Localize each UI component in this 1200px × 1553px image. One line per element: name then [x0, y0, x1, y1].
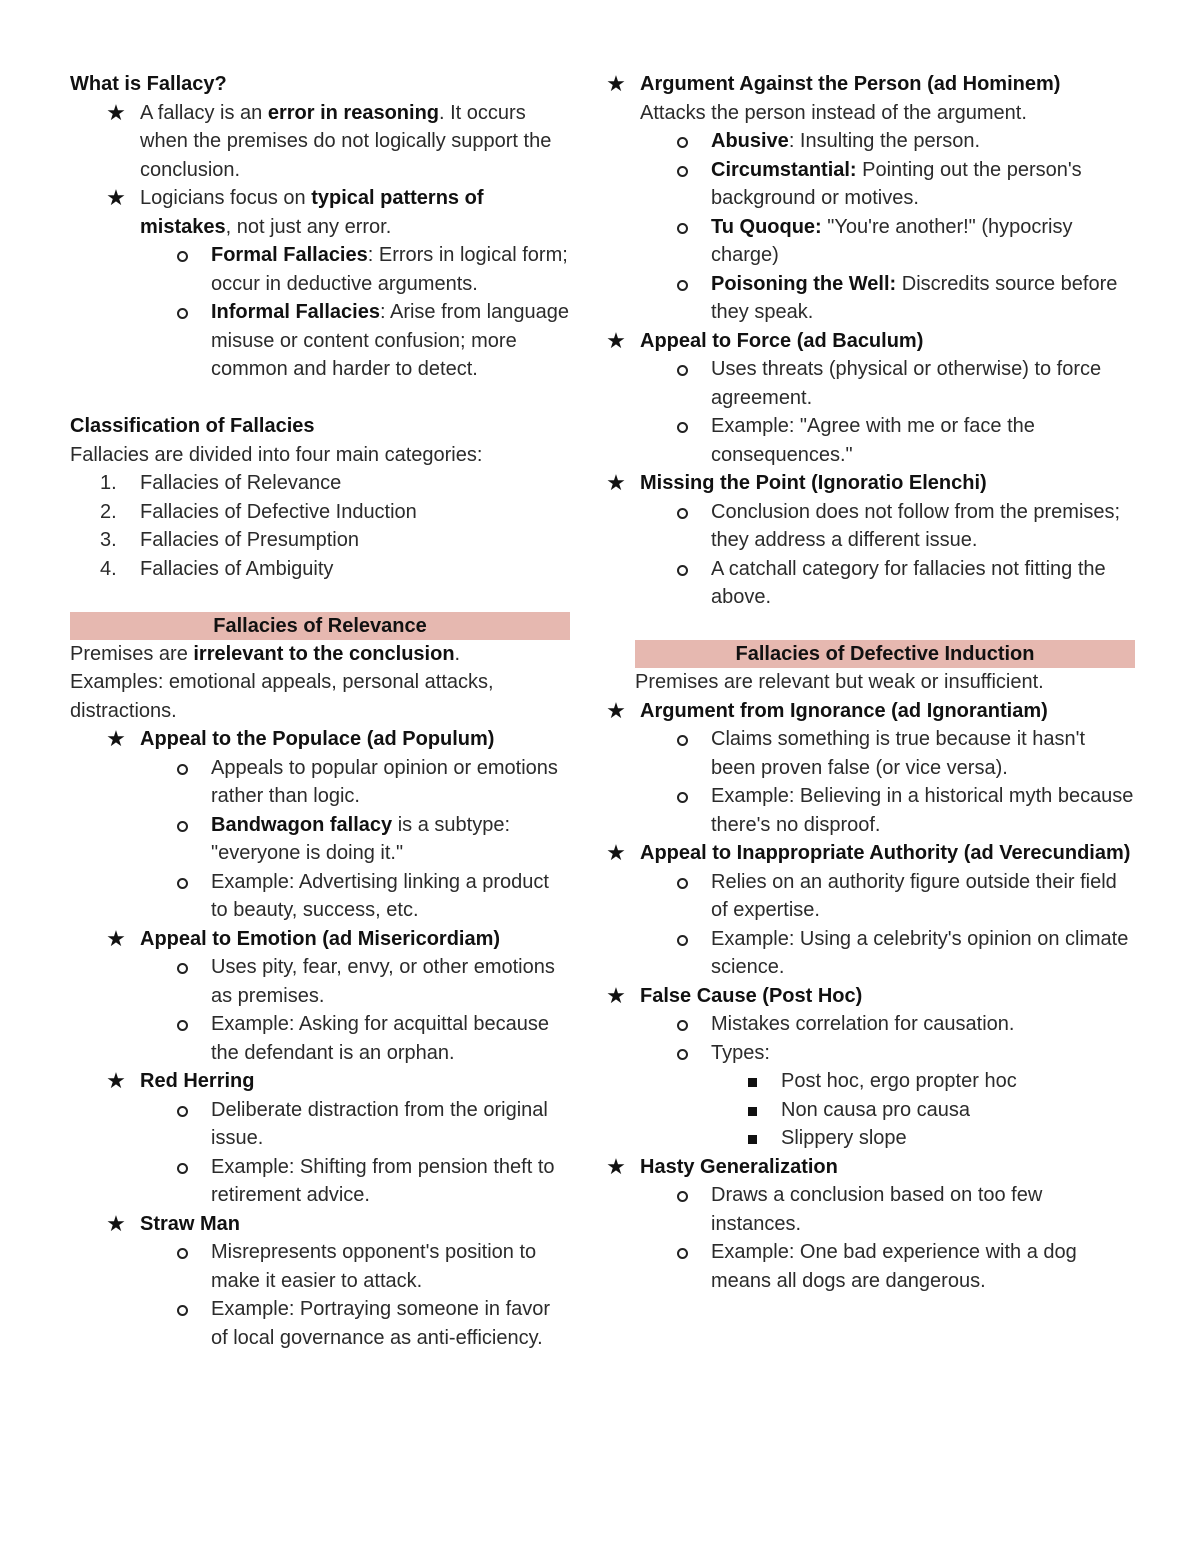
circle-bullet-icon [670, 127, 694, 157]
list-item: Mistakes correlation for causation. [570, 1010, 1135, 1039]
classification-heading: Classification of Fallacies [70, 415, 315, 437]
list-item: Misrepresents opponent's position to make it easier to attack. [70, 1238, 570, 1295]
list-item: Example: Advertising linking a product to beauty, success, etc. [70, 868, 570, 925]
star-bullet-icon: ★ [106, 925, 126, 951]
red-herring-title: ★ Red Herring [70, 1067, 570, 1096]
list-item: Circumstantial: Pointing out the person's background or motives. [570, 156, 1135, 213]
circle-bullet-icon [670, 725, 694, 755]
circle-bullet-icon [670, 213, 694, 243]
list-item: Example: "Agree with me or face the consequences." [570, 412, 1135, 469]
hasty-generalization-title: ★ Hasty Generalization [570, 1153, 1135, 1182]
relevance-examples: Examples: emotional appeals, personal attacks, distractions. [70, 671, 494, 722]
circle-bullet-icon [670, 1181, 694, 1211]
star-bullet-icon: ★ [106, 726, 126, 751]
list-item: Poisoning the Well: Discredits source before they speak. [570, 270, 1135, 327]
star-bullet-icon: ★ [606, 697, 626, 723]
list-item: Relies on an authority figure outside their field of expertise. [570, 868, 1135, 925]
star-bullet-icon: ★ [606, 982, 626, 1008]
circle-bullet-icon [670, 555, 694, 585]
ad-misericordiam-title: ★ Appeal to Emotion (ad Misericordiam) [70, 925, 570, 954]
star-bullet-icon: ★ [106, 185, 126, 210]
ad-verecundiam-title: ★ Appeal to Inappropriate Authority (ad Verecundiam) [570, 839, 1135, 868]
list-item: Uses pity, fear, envy, or other emotions as premises. [70, 953, 570, 1010]
circle-bullet-icon [170, 953, 194, 983]
list-item: Appeals to popular opinion or emotions rather than logic. [70, 754, 570, 811]
list-item: Draws a conclusion based on too few instances. [570, 1181, 1135, 1238]
defective-induction-intro: Premises are relevant but weak or insufficient. [635, 671, 1044, 693]
circle-bullet-icon [670, 355, 694, 385]
circle-bullet-icon [170, 298, 194, 328]
star-bullet-icon: ★ [606, 470, 626, 495]
star-bullet-icon: ★ [606, 1153, 626, 1179]
list-item: Post hoc, ergo propter hoc [570, 1067, 1135, 1096]
list-item: Example: Believing in a historical myth because there's no disproof. [570, 782, 1135, 839]
star-bullet-icon: ★ [606, 840, 626, 865]
circle-bullet-icon [670, 1238, 694, 1268]
list-item: Bandwagon fallacy is a subtype: "everyone is doing it." [70, 811, 570, 868]
relevance-intro: Premises are irrelevant to the conclusion. [70, 642, 461, 665]
circle-bullet-icon [170, 1295, 194, 1325]
circle-bullet-icon [670, 782, 694, 812]
list-item: Deliberate distraction from the original issue. [70, 1096, 570, 1153]
ad-hominem-intro: Attacks the person instead of the argument. [640, 101, 1027, 124]
list-item: Example: Shifting from pension theft to retirement advice. [70, 1153, 570, 1210]
circle-bullet-icon [670, 270, 694, 300]
circle-bullet-icon [170, 754, 194, 784]
informal-fallacies-item: Informal Fallacies: Arise from language misuse or content confusion; more common and harder to detect. [70, 298, 570, 384]
category-item: 1. Fallacies of Relevance [100, 472, 342, 494]
left-column [70, 70, 570, 1352]
list-item: Example: Portraying someone in favor of local governance as anti-efficiency. [70, 1295, 570, 1352]
list-item: Conclusion does not follow from the premises; they address a different issue. [570, 498, 1135, 555]
list-item: Tu Quoque: "You're another!" (hypocrisy charge) [570, 213, 1135, 270]
category-item: 2. Fallacies of Defective Induction [100, 500, 417, 523]
ad-baculum-title: ★ Appeal to Force (ad Baculum) [570, 327, 1135, 356]
star-bullet-icon: ★ [106, 99, 126, 125]
star-bullet-icon: ★ [606, 71, 626, 96]
bullet-error-in-reasoning: ★ A fallacy is an error in reasoning. It occurs when the premises do not logically support the conclusion. [70, 99, 570, 185]
what-is-fallacy-heading: What is Fallacy? [70, 73, 227, 95]
circle-bullet-icon [170, 1238, 194, 1268]
circle-bullet-icon [170, 1010, 194, 1040]
relevance-section-band: Fallacies of Relevance [70, 612, 570, 640]
ad-hominem-title: ★ Argument Against the Person (ad Hominem) [570, 70, 1135, 99]
formal-fallacies-item: Formal Fallacies: Errors in logical form; occur in deductive arguments. [70, 241, 570, 298]
square-bullet-icon [740, 1096, 764, 1125]
category-item: 4. Fallacies of Ambiguity [100, 557, 334, 580]
star-bullet-icon: ★ [106, 1068, 126, 1093]
list-item: A catchall category for fallacies not fitting the above. [570, 555, 1135, 612]
list-item: Abusive: Insulting the person. [570, 127, 1135, 156]
bullet-typical-patterns: ★ Logicians focus on typical patterns of mistakes, not just any error. [70, 184, 570, 241]
list-item: Example: Using a celebrity's opinion on climate science. [570, 925, 1135, 982]
circle-bullet-icon [670, 1039, 694, 1069]
circle-bullet-icon [170, 1096, 194, 1126]
defective-induction-section-band: Fallacies of Defective Induction [635, 640, 1135, 668]
list-item: Slippery slope [570, 1124, 1135, 1153]
list-item: Types: [570, 1039, 1135, 1068]
star-bullet-icon: ★ [106, 1210, 126, 1236]
square-bullet-icon [740, 1067, 764, 1096]
category-item: 3. Fallacies of Presumption [100, 529, 359, 551]
list-item: Example: Asking for acquittal because the defendant is an orphan. [70, 1010, 570, 1067]
circle-bullet-icon [670, 1010, 694, 1040]
circle-bullet-icon [170, 811, 194, 841]
circle-bullet-icon [670, 868, 694, 898]
square-bullet-icon [740, 1124, 764, 1153]
ignoratio-elenchi-title: ★ Missing the Point (Ignoratio Elenchi) [570, 469, 1135, 498]
list-item: Claims something is true because it hasn't been proven false (or vice versa). [570, 725, 1135, 782]
list-item: Example: One bad experience with a dog means all dogs are dangerous. [570, 1238, 1135, 1295]
classification-intro: Fallacies are divided into four main categories: [70, 443, 483, 466]
ad-populum-title: ★ Appeal to the Populace (ad Populum) [70, 725, 570, 754]
circle-bullet-icon [170, 241, 194, 271]
circle-bullet-icon [670, 498, 694, 528]
star-bullet-icon: ★ [606, 327, 626, 353]
list-item: Non causa pro causa [570, 1096, 1135, 1125]
circle-bullet-icon [670, 156, 694, 186]
list-item: Uses threats (physical or otherwise) to force agreement. [570, 355, 1135, 412]
straw-man-title: ★ Straw Man [70, 1210, 570, 1239]
circle-bullet-icon [170, 1153, 194, 1183]
false-cause-title: ★ False Cause (Post Hoc) [570, 982, 1135, 1011]
circle-bullet-icon [670, 412, 694, 442]
circle-bullet-icon [170, 868, 194, 898]
right-column [606, 70, 1135, 1295]
ad-ignorantiam-title: ★ Argument from Ignorance (ad Ignorantiam) [570, 697, 1135, 726]
circle-bullet-icon [670, 925, 694, 955]
